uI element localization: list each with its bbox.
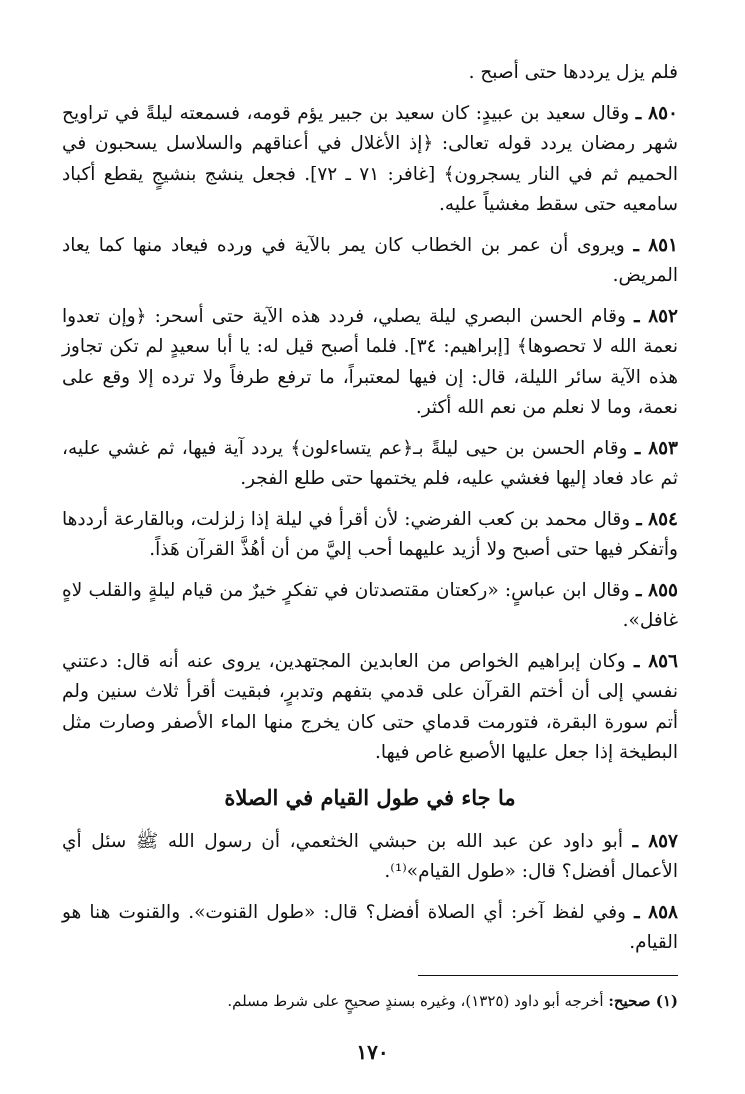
paragraph-851	[62, 231, 678, 292]
paragraph-text: وفي لفظ آخر: أي الصلاة أفضل؟ قال: «طول القنوت». والقنوت هنا هو القيام.	[62, 901, 678, 953]
paragraph-number: ٨٥٧ ـ	[632, 830, 678, 852]
paragraph-854	[62, 505, 678, 566]
paragraph-853	[62, 434, 678, 495]
page-body	[62, 58, 678, 969]
paragraph-number: ٨٥٤ ـ	[636, 508, 678, 530]
paragraph-number: ٨٥٥ ـ	[635, 579, 678, 601]
paragraph-number: ٨٥١ ـ	[633, 234, 678, 256]
paragraph-text: ويروى أن عمر بن الخطاب كان يمر بالآية في ورده فيعاد منها كما يعاد المريض.	[62, 234, 678, 286]
paragraph-text: وقال محمد بن كعب الفرضي: لأن أقرأ في ليلة إذا زلزلت، وبالقارعة أرددها وأتفكر فيها حتى أصبح ولا أزيد عليهما أحب إليَّ من أن أهُذَّ القرآن هَذاً.	[62, 508, 678, 560]
paragraph-text: وقال سعيد بن عبيدٍ: كان سعيد بن جبير يؤم قومه، فسمعته ليلةً في تراويح شهر رمضان يردد قوله تعالى: ﴿إذ الأغلال في أعناقهم والسلاسل يسحبون في الحميم ثم في النار يسجرون﴾ [غافر: ٧١ ـ ٧٢]. فجعل ينشج بنشيجٍ يقطع أكباد سامعيه حتى سقط مغشياً عليه.	[62, 102, 679, 215]
paragraph-number: ٨٥٣ ـ	[634, 437, 678, 459]
paragraph-text: فلم يزل يرددها حتى أصبح .	[468, 62, 678, 83]
footnote-label: (١) صحيح:	[608, 992, 678, 1010]
section-heading: ما جاء في طول القيام في الصلاة	[224, 784, 516, 810]
paragraph-855	[62, 576, 678, 637]
footnote	[62, 990, 678, 1012]
paragraph-858	[62, 898, 678, 959]
paragraph-856	[62, 647, 678, 769]
paragraph-852	[62, 302, 678, 424]
paragraph-text: وقام الحسن البصري ليلة يصلي، فردد هذه الآية حتى أسحر: ﴿وإن تعدوا نعمة الله لا تحصوها﴾ [إبراهيم: ٣٤]. فلما أصبح قيل له: يا أبا سعيدٍ لم تكن تجاوز هذه الآية سائر الليلة، قال: إن فيها لمعتبراً، ما ترفع طرفاً ولا ترده إلا وقع على نعمة، وما لا نعلم من نعم الله أكثر.	[62, 305, 679, 418]
paragraph-text: وقال ابن عباسٍ: «ركعتان مقتصدتان في تفكرٍ خيرٌ من قيام ليلةٍ والقلب لاهٍ غافل».	[62, 579, 678, 631]
paragraph-continuation	[62, 58, 678, 89]
paragraph-850	[62, 99, 678, 221]
paragraph-text: وقام الحسن بن حيى ليلةً بـ﴿عم يتساءلون﴾ يردد آية فيها، ثم غشي عليه، ثم عاد فعاد إليها فغشي عليه، فلم يختمها حتى طلع الفجر.	[62, 437, 678, 489]
footnote-text: أخرجه أبو داود (١٣٢٥)، وغيره بسندٍ صحيحٍ على شرط مسلم.	[227, 992, 604, 1010]
paragraph-857	[62, 827, 678, 888]
paragraph-number: ٨٥٢ ـ	[634, 305, 678, 327]
paragraph-number: ٨٥٠ ـ	[635, 102, 678, 124]
page-number: ١٧٠	[356, 1040, 389, 1064]
paragraph-number: ٨٥٦ ـ	[633, 650, 678, 672]
paragraph-text: وكان إبراهيم الخواص من العابدين المجتهدين، يروى عنه أنه قال: دعتني نفسي إلى أن أختم القرآن على قدمي بتفهم وتدبرٍ، فبقيت أقرأ ثلاث سنين ولم أتم سورة البقرة، فتورمت قدماي حتى كان يخرج منها الماء الأصفر وصارت مثل البطيخة إذا جعل عليها الأصبع غاص فيها.	[62, 650, 678, 763]
paragraph-text: أبو داود عن عبد الله بن حبشي الخثعمي، أن رسول الله ﷺ سئل أي الأعمال أفضل؟ قال: «طول القيام»⁽¹⁾.	[62, 830, 678, 882]
paragraph-number: ٨٥٨ ـ	[634, 901, 678, 923]
footnote-divider	[418, 975, 678, 976]
